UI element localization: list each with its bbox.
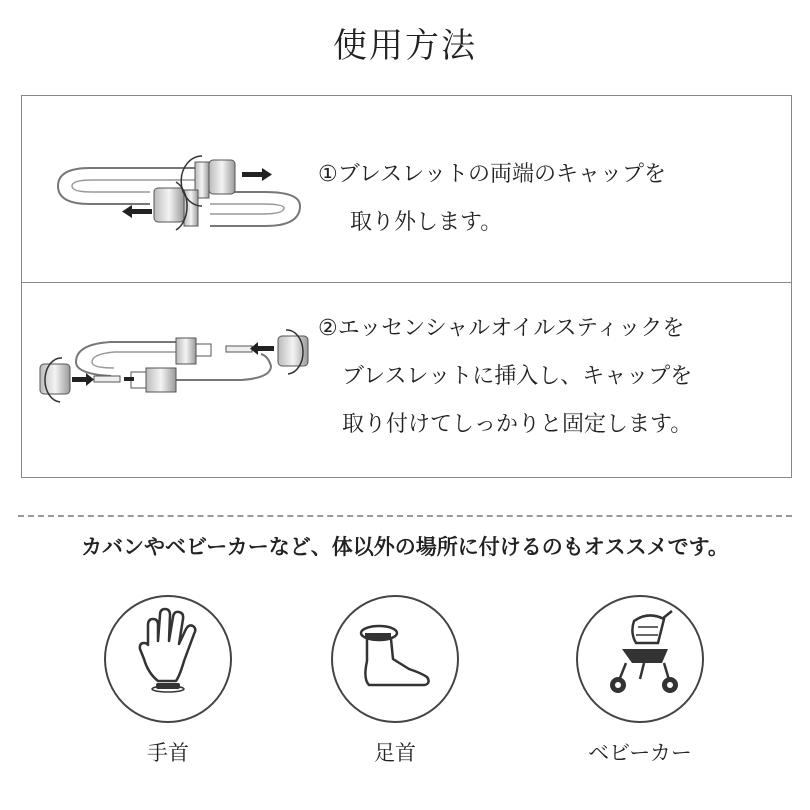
use-label-ankle: 足首 bbox=[374, 741, 416, 765]
use-label-wrist: 手首 bbox=[147, 741, 189, 765]
section-divider bbox=[18, 515, 792, 517]
bracelet-insert-illustration bbox=[36, 322, 316, 422]
step-2-line-1: ②エッセンシャルオイルスティックを bbox=[318, 316, 685, 341]
recommend-text: カバンやベビーカーなど、体以外の場所に付けるのもオススメです。 bbox=[81, 535, 729, 559]
step-1-line-1: ①ブレスレットの両端のキャップを bbox=[318, 162, 666, 187]
page-title: 使用方法 bbox=[333, 26, 477, 66]
ankle-circle bbox=[331, 595, 459, 723]
glove-icon bbox=[106, 597, 230, 721]
steps-box bbox=[21, 95, 792, 478]
step-2-line-3: 取り付けてしっかりと固定します。 bbox=[342, 412, 693, 437]
step-divider bbox=[22, 282, 791, 283]
step-1-text bbox=[318, 151, 666, 247]
bracelet-open-illustration bbox=[50, 146, 310, 241]
stroller-circle bbox=[576, 595, 704, 723]
step-2-line-2: ブレスレットに挿入し、キャップを bbox=[342, 364, 693, 389]
use-label-stroller: ベビーカー bbox=[588, 741, 692, 765]
step-2-text bbox=[318, 305, 692, 449]
wrist-circle bbox=[104, 595, 232, 723]
stroller-icon bbox=[578, 597, 702, 721]
foot-icon bbox=[333, 597, 457, 721]
step-1-line-2: 取り外します。 bbox=[350, 210, 503, 235]
